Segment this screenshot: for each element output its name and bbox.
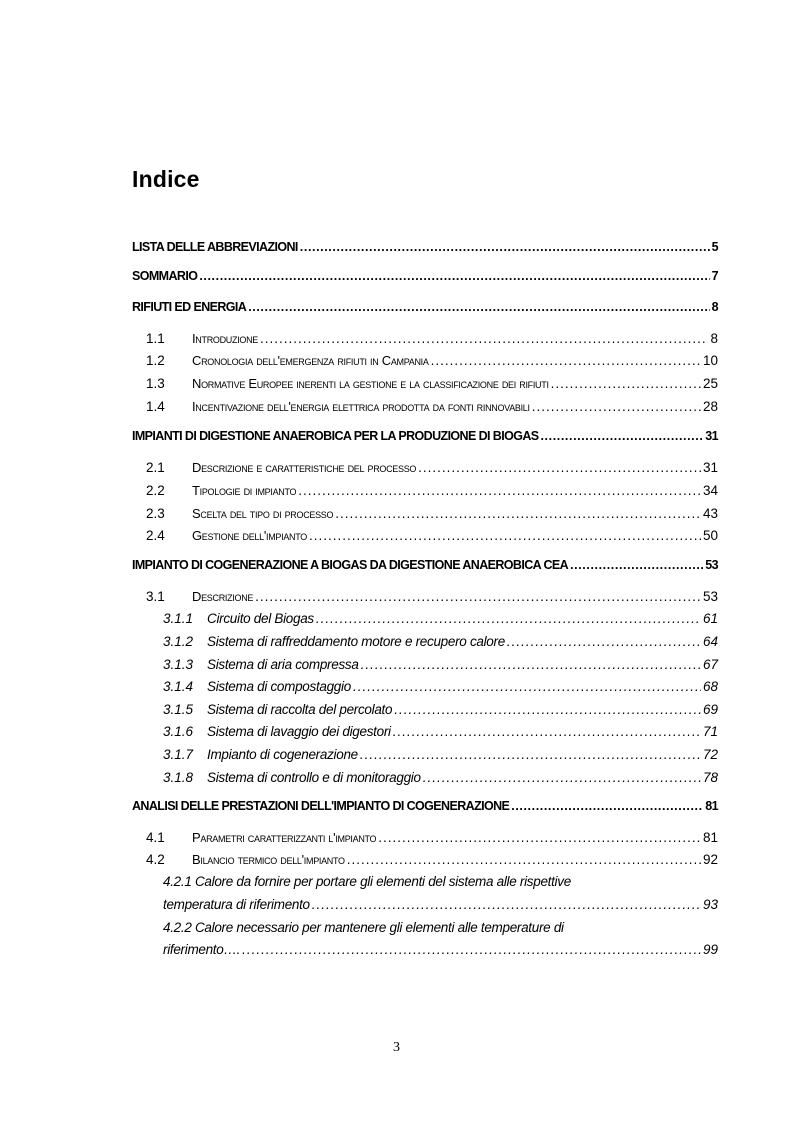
dot-leader [260, 331, 708, 346]
page-title: Indice [132, 166, 200, 192]
toc-section[interactable] [146, 399, 718, 417]
toc-subsection[interactable] [163, 770, 718, 788]
toc-subsection-title: Sistema di raffreddamento motore e recupero calore [207, 634, 505, 649]
toc-subsection-title: Sistema di aria compressa [207, 657, 359, 672]
toc-chapter-title: SOMMARIO [132, 269, 198, 283]
toc-page-number: 10 [702, 353, 718, 368]
toc-section-number: 1.1 [146, 331, 165, 346]
toc-chapter-title: RIFIUTI ED ENERGIA [132, 300, 247, 314]
toc-subsection[interactable] [163, 942, 718, 960]
toc-subsection[interactable] [163, 634, 718, 652]
dot-leader [353, 679, 701, 694]
toc-section-title: Scelta del tipo di processo [192, 506, 334, 521]
toc-section-title: Descrizione [192, 589, 254, 604]
toc-page-number: 31 [702, 460, 718, 475]
dot-leader [360, 747, 701, 762]
toc-page-number: 53 [705, 558, 718, 572]
toc-subsection-number: 3.1.2 [163, 634, 194, 649]
toc-section[interactable] [146, 528, 718, 546]
toc-page-number: 93 [702, 897, 718, 912]
toc-subsection-title: Sistema di controllo e di monitoraggio [207, 770, 421, 785]
toc-page-number: 71 [702, 724, 718, 739]
toc-page-number: 34 [702, 483, 718, 498]
toc-subsection-number: 3.1.3 [163, 657, 194, 672]
dot-leader [361, 657, 701, 672]
toc-page-number: 61 [702, 611, 718, 626]
toc-section-title: Introduzione [192, 331, 259, 346]
toc-page-number: 5 [711, 240, 718, 254]
toc-section[interactable] [146, 331, 718, 349]
toc-subsection[interactable] [163, 702, 718, 720]
dot-leader [570, 558, 703, 572]
toc-section[interactable] [146, 852, 718, 870]
toc-page-number: 92 [702, 852, 718, 867]
toc-section[interactable] [146, 830, 718, 848]
toc-section-number: 1.4 [146, 399, 165, 414]
footer-page-number: 3 [393, 1040, 400, 1055]
dot-leader [335, 506, 701, 521]
toc-page-number: 31 [705, 429, 718, 443]
toc-subsection-title-line2: riferimento…. [163, 942, 241, 957]
toc-section-number: 2.2 [146, 483, 165, 498]
toc-section[interactable] [146, 506, 718, 524]
dot-leader [316, 611, 701, 626]
toc-section[interactable] [146, 460, 718, 478]
toc-page-number: 78 [702, 770, 718, 785]
dot-leader [507, 634, 701, 649]
toc-page-number: 81 [702, 830, 718, 845]
dot-leader [309, 528, 701, 543]
toc-chapter[interactable] [132, 240, 718, 258]
toc-subsection-title: Impianto di cogenerazione [207, 747, 358, 762]
toc-subsection-number: 3.1.8 [163, 770, 194, 785]
toc-subsection-title-line1[interactable]: 4.2.1 Calore da fornire per portare gli elementi del sistema alle rispettive [163, 874, 571, 889]
dot-leader [199, 269, 709, 283]
dot-leader [540, 429, 703, 443]
toc-section-number: 2.4 [146, 528, 165, 543]
toc-section[interactable] [146, 353, 718, 371]
toc-page-number: 99 [702, 942, 718, 957]
toc-section-number: 2.1 [146, 460, 165, 475]
toc-page-number: 72 [702, 747, 718, 762]
dot-leader [423, 770, 701, 785]
toc-subsection-title-line2: temperatura di riferimento [163, 897, 310, 912]
dot-leader [248, 300, 709, 314]
toc-section[interactable] [146, 589, 718, 607]
toc-section-title: Bilancio termico dell'impianto [192, 852, 345, 867]
toc-page-number: 8 [710, 331, 718, 346]
toc-page-number: 67 [702, 657, 718, 672]
dot-leader [242, 942, 701, 957]
toc-page-number: 25 [702, 376, 718, 391]
dot-leader [532, 399, 701, 414]
dot-leader [418, 460, 701, 475]
toc-section[interactable] [146, 376, 718, 394]
dot-leader [298, 483, 701, 498]
toc-subsection-number: 3.1.5 [163, 702, 194, 717]
toc-section-number: 1.2 [146, 353, 165, 368]
dot-leader [551, 376, 701, 391]
toc-section-title: Normative Europee inerenti la gestione e la classificazione dei rifiuti [192, 376, 549, 391]
dot-leader [347, 852, 701, 867]
toc-section[interactable] [146, 483, 718, 501]
toc-subsection-number: 3.1.6 [163, 724, 194, 739]
dot-leader [393, 724, 701, 739]
toc-page-number: 8 [711, 300, 718, 314]
toc-chapter[interactable] [132, 558, 718, 576]
toc-subsection[interactable] [163, 657, 718, 675]
toc-section-title: Parametri caratterizzanti l'impianto [192, 830, 377, 845]
toc-chapter[interactable] [132, 269, 718, 287]
toc-subsection-title-line1[interactable]: 4.2.2 Calore necessario per mantenere gli elementi alle temperature di [163, 920, 564, 935]
toc-subsection[interactable] [163, 611, 718, 629]
toc-page-number: 69 [702, 702, 718, 717]
toc-subsection[interactable] [163, 724, 718, 742]
toc-subsection[interactable] [163, 897, 718, 915]
toc-section-title: Descrizione e caratteristiche del processo [192, 460, 417, 475]
toc-subsection-number: 3.1.4 [163, 679, 194, 694]
dot-leader [394, 702, 701, 717]
toc-page-number: 53 [702, 589, 718, 604]
toc-chapter[interactable] [132, 300, 718, 318]
toc-section-title: Tipologie di impianto [192, 483, 297, 498]
toc-page-number: 64 [702, 634, 718, 649]
toc-section-title: Cronologia dell'emergenza rifiuti in Campania [192, 353, 429, 368]
toc-page-number: 28 [702, 399, 718, 414]
dot-leader [255, 589, 701, 604]
toc-subsection-number: 3.1.7 [163, 747, 194, 762]
toc-chapter-title: LISTA DELLE ABBREVIAZIONI [132, 240, 298, 254]
toc-section-number: 2.3 [146, 506, 165, 521]
toc-chapter-title: ANALISI DELLE PRESTAZIONI DELL'IMPIANTO DI COGENERAZIONE [132, 799, 510, 813]
toc-page-number: 43 [702, 506, 718, 521]
toc-subsection-title: Sistema di lavaggio dei digestori [207, 724, 391, 739]
toc-chapter[interactable] [132, 799, 718, 817]
toc-page-number: 81 [705, 799, 718, 813]
toc-page-number: 68 [702, 679, 718, 694]
toc-subsection[interactable] [163, 679, 718, 697]
toc-section-title: Gestione dell'impianto [192, 528, 307, 543]
toc-chapter-title: IMPIANTO DI COGENERAZIONE A BIOGAS DA DIGESTIONE ANAEROBICA CEA [132, 558, 569, 572]
toc-subsection-title: Sistema di compostaggio [207, 679, 351, 694]
toc-page-number: 7 [711, 269, 718, 283]
toc-section-title: Incentivazione dell'energia elettrica prodotta da fonti rinnovabili [192, 399, 530, 414]
toc-subsection[interactable] [163, 747, 718, 765]
toc-section-number: 4.1 [146, 830, 165, 845]
dot-leader [300, 240, 710, 254]
toc-section-number: 3.1 [146, 589, 165, 604]
toc-section-number: 4.2 [146, 852, 165, 867]
dot-leader [511, 799, 703, 813]
toc-section-number: 1.3 [146, 376, 165, 391]
toc-subsection-title: Sistema di raccolta del percolato [207, 702, 393, 717]
toc-subsection-title: Circuito del Biogas [207, 611, 314, 626]
toc-chapter-title: IMPIANTI DI DIGESTIONE ANAEROBICA PER LA PRODUZIONE DI BIOGAS [132, 429, 539, 443]
dot-leader [312, 897, 701, 912]
toc-page-number: 50 [702, 528, 718, 543]
toc-chapter[interactable] [132, 429, 718, 447]
dot-leader [431, 353, 701, 368]
dot-leader [378, 830, 701, 845]
toc-subsection-number: 3.1.1 [163, 611, 194, 626]
